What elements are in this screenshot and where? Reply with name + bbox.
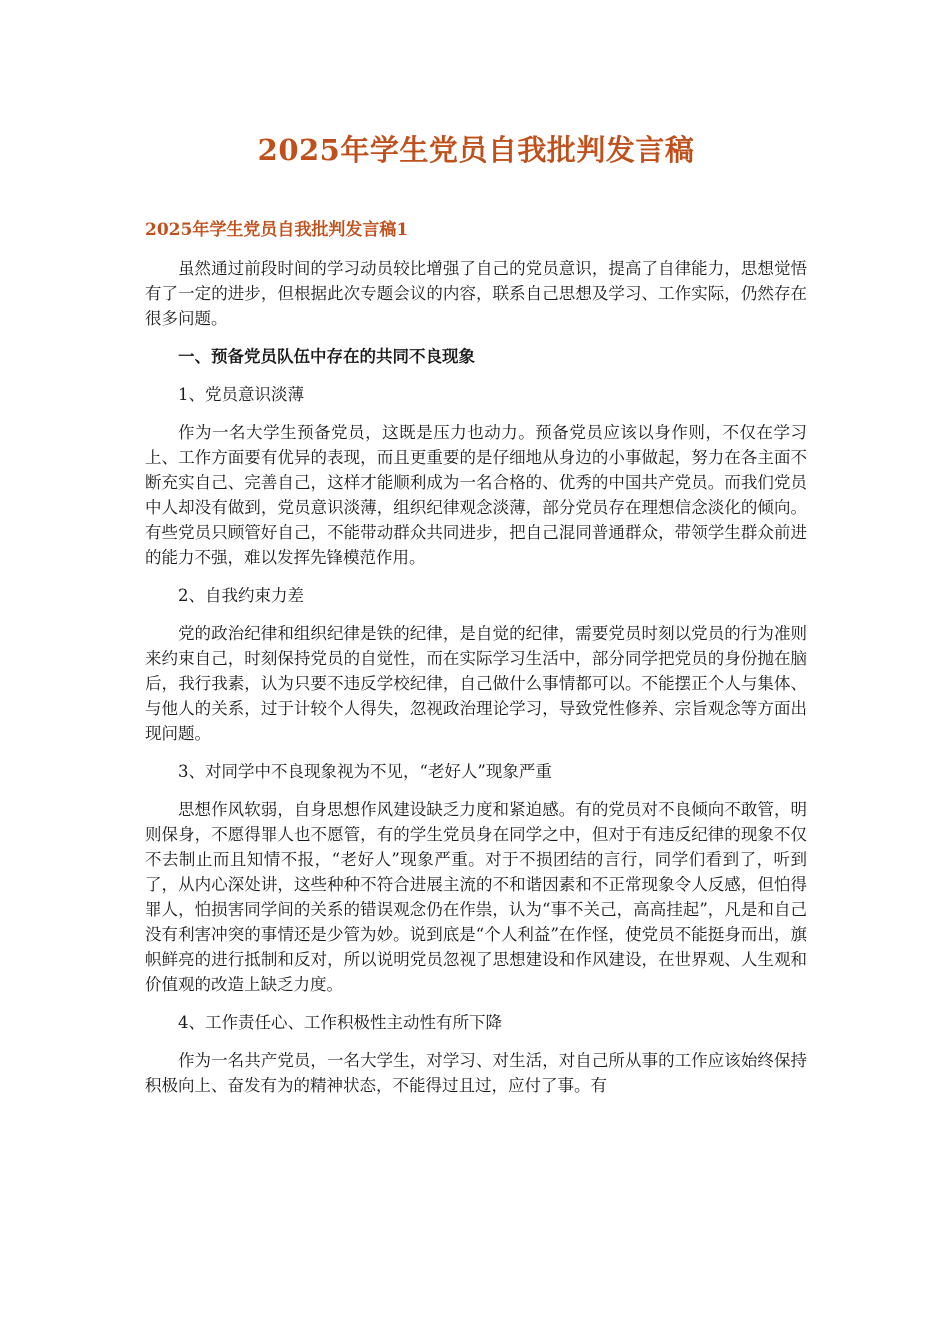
item-body-4: 作为一名共产党员，一名大学生，对学习、对生活，对自己所从事的工作应该始终保持积极向上、奋发有为的精神状态，不能得过且过，应付了事。有 [145,1051,807,1095]
item-heading-2: 2、自我约束力差 [178,586,304,605]
document-page [145,0,807,1098]
item-body-1: 作为一名大学生预备党员，这既是压力也动力。预备党员应该以身作则，不仅在学习上、工作方面要有优异的表现，而且更重要的是仔细地从身边的小事做起，努力在各主面不断充实自己、完善自己，这样才能顺利成为一名合格的、优秀的中国共产党员。而我们党员中人却没有做到，党员意识淡薄，组织纪律观念淡薄，部分党员存在理想信念淡化的倾向。有些党员只顾管好自己，不能带动群众共同进步，把自己混同普通群众，带领学生群众前进的能力不强，难以发挥先锋模范作用。 [145,423,807,567]
document-title: 2025年学生党员自我批判发言稿 [257,133,695,167]
section-heading: 2025年学生党员自我批判发言稿1 [145,220,409,240]
item-body-2: 党的政治纪律和组织纪律是铁的纪律，是自觉的纪律，需要党员时刻以党员的行为准则来约束自己，时刻保持党员的自觉性，而在实际学习生活中，部分同学把党员的身份抛在脑后，我行我素，认为只要不违反学校纪律，自己做什么事情都可以。不能摆正个人与集体、与他人的关系，过于计较个人得失，忽视政治理论学习，导致党性修养、宗旨观念等方面出现问题。 [145,624,807,743]
part-one-heading: 一、预备党员队伍中存在的共同不良现象 [178,347,475,366]
intro-paragraph: 虽然通过前段时间的学习动员较比增强了自己的党员意识，提高了自律能力，思想觉悟有了一定的进步，但根据此次专题会议的内容，联系自己思想及学习、工作实际，仍然存在很多问题。 [145,259,807,328]
item-heading-4: 4、工作责任心、工作积极性主动性有所下降 [178,1013,502,1032]
item-heading-3: 3、对同学中不良现象视为不见，“老好人”现象严重 [178,762,552,781]
item-body-3: 思想作风软弱，自身思想作风建设缺乏力度和紧迫感。有的党员对不良倾向不敢管，明则保身，不愿得罪人也不愿管，有的学生党员身在同学之中，但对于有违反纪律的现象不仅不去制止而且知情不报，“老好人”现象严重。对于不损团结的言行，同学们看到了，听到了，从内心深处讲，这些种种不符合进展主流的不和谐因素和不正常现象令人反感，但怕得罪人，怕损害同学间的关系的错误观念仍在作祟，认为“事不关己，高高挂起”，凡是和自己没有利害冲突的事情还是少管为妙。说到底是“个人利益”在作怪，使党员不能挺身而出，旗帜鲜亮的进行抵制和反对，所以说明党员忽视了思想建设和作风建设，在世界观、人生观和价值观的改造上缺乏力度。 [145,800,807,994]
item-heading-1: 1、党员意识淡薄 [178,385,304,404]
